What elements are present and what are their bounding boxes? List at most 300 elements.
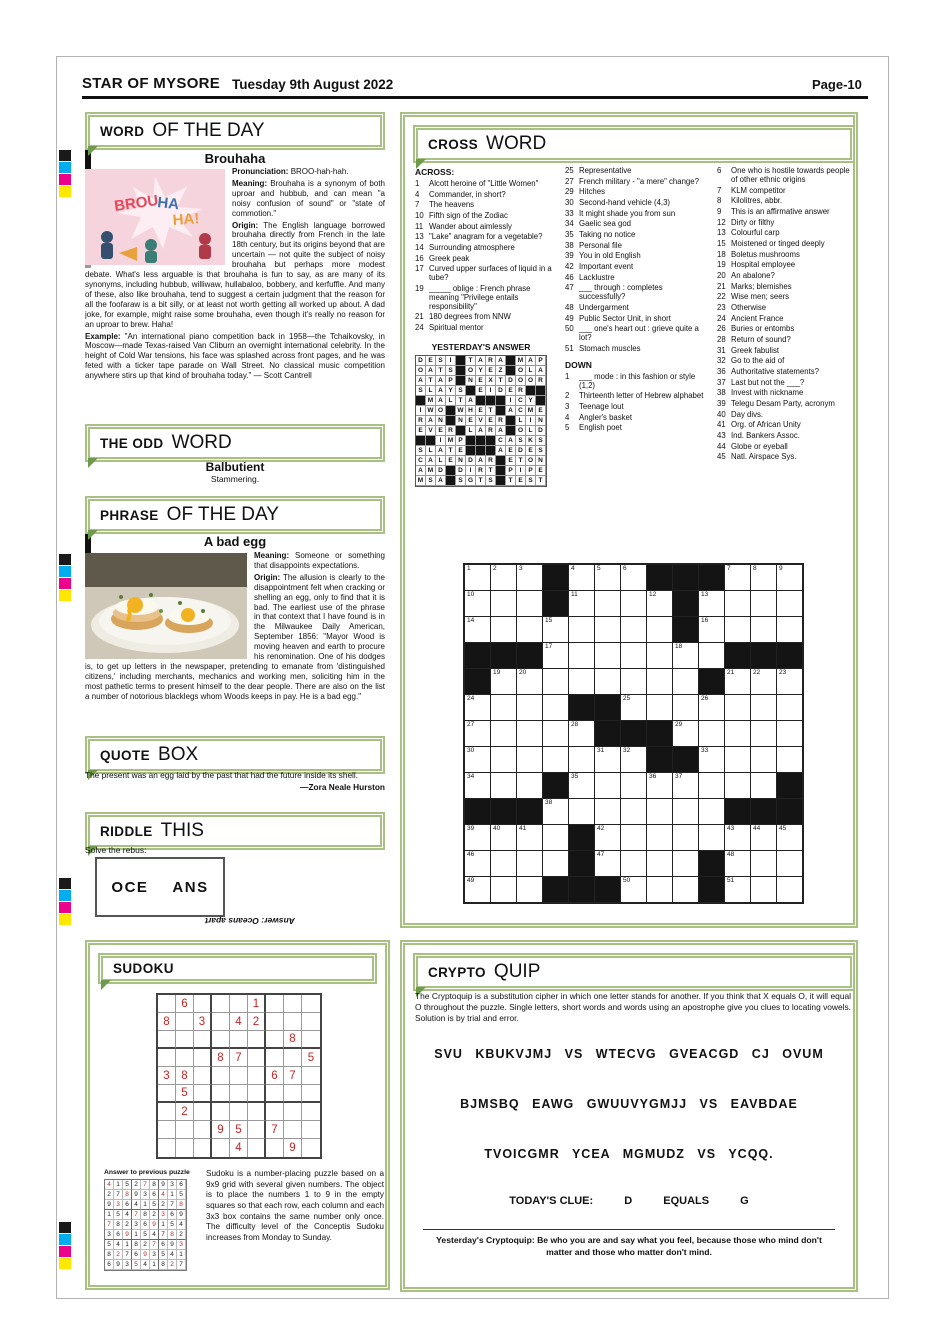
illustration-word-part: BROU — [113, 191, 160, 215]
crossword-cell[interactable] — [777, 591, 802, 616]
crossword-cell[interactable] — [465, 747, 490, 772]
crossword-cell[interactable] — [751, 773, 776, 798]
sudoku-cell[interactable] — [212, 1031, 230, 1049]
answer-grid-letter-cell: T — [466, 356, 476, 366]
crossword-cell[interactable] — [595, 773, 620, 798]
crossword-cell[interactable] — [673, 877, 698, 902]
sudoku-cell[interactable] — [284, 1049, 302, 1067]
crossword-cell[interactable] — [621, 825, 646, 850]
sudoku-cell[interactable] — [302, 1139, 320, 1157]
sudoku-cell[interactable] — [266, 995, 284, 1013]
registration-color-mark — [59, 914, 71, 925]
cell-number: 31 — [597, 747, 605, 754]
brouhaha-illustration — [85, 169, 225, 265]
crossword-clue — [717, 421, 855, 430]
crossword-cell[interactable] — [465, 773, 490, 798]
sudoku-cell[interactable] — [158, 1103, 176, 1121]
crossword-black-cell — [673, 565, 698, 590]
crossword-cell[interactable] — [517, 773, 542, 798]
crossword-cell[interactable] — [647, 799, 672, 824]
crossword-cell[interactable] — [517, 591, 542, 616]
crossword-cell[interactable] — [595, 565, 620, 590]
answer-grid-letter-cell: S — [416, 446, 426, 456]
crossword-cell[interactable] — [725, 825, 750, 850]
sudoku-cell[interactable] — [212, 1067, 230, 1085]
answer-grid-black-cell — [446, 416, 456, 426]
clue-number: 38 — [565, 240, 574, 250]
sudoku-cell[interactable] — [266, 1139, 284, 1157]
sudoku-cell[interactable] — [194, 1049, 212, 1067]
crossword-cell[interactable] — [543, 669, 568, 694]
crossword-cell[interactable] — [595, 851, 620, 876]
answer-grid-black-cell — [536, 396, 546, 406]
sudoku-cell[interactable] — [248, 1139, 266, 1157]
crossword-cell[interactable] — [569, 747, 594, 772]
sudoku-cell[interactable] — [302, 1067, 320, 1085]
answer-grid-letter-cell: I — [506, 396, 516, 406]
crossword-cell[interactable] — [699, 591, 724, 616]
crossword-cell[interactable] — [543, 643, 568, 668]
crossword-cell[interactable] — [647, 643, 672, 668]
crossword-cell[interactable] — [751, 877, 776, 902]
crossword-cell[interactable] — [647, 591, 672, 616]
crossword-cell[interactable] — [491, 591, 516, 616]
crossword-cell[interactable] — [569, 799, 594, 824]
sudoku-cell[interactable] — [266, 1013, 284, 1031]
crossword-cell[interactable] — [647, 617, 672, 642]
crossword-cell[interactable] — [673, 643, 698, 668]
crossword-cell[interactable] — [647, 695, 672, 720]
meaning-label: Meaning: — [232, 178, 268, 188]
sudoku-cell[interactable] — [194, 1121, 212, 1139]
sudoku-cell[interactable]: 9 — [284, 1139, 302, 1157]
crossword-cell[interactable] — [673, 799, 698, 824]
crossword-cell[interactable] — [673, 773, 698, 798]
sudoku-cell[interactable] — [284, 1085, 302, 1103]
crossword-cell[interactable] — [621, 773, 646, 798]
sudoku-cell[interactable] — [212, 1103, 230, 1121]
crossword-cell[interactable] — [569, 565, 594, 590]
sudoku-cell[interactable] — [212, 1013, 230, 1031]
crossword-cell[interactable] — [725, 877, 750, 902]
sudoku-answer-cell: 8 — [132, 1240, 141, 1250]
crossword-cell[interactable] — [647, 825, 672, 850]
crossword-cell[interactable] — [751, 591, 776, 616]
crossword-cell[interactable] — [465, 721, 490, 746]
sudoku-cell[interactable] — [194, 1067, 212, 1085]
sudoku-cell[interactable] — [212, 1085, 230, 1103]
sudoku-cell[interactable] — [230, 1085, 248, 1103]
sudoku-cell[interactable] — [284, 1013, 302, 1031]
crossword-cell[interactable] — [751, 825, 776, 850]
crossword-cell[interactable] — [647, 877, 672, 902]
sudoku-cell[interactable] — [158, 1085, 176, 1103]
crossword-cell[interactable] — [725, 851, 750, 876]
crossword-cell[interactable] — [777, 851, 802, 876]
crossword-cell[interactable] — [777, 617, 802, 642]
clue-number: 33 — [565, 208, 574, 218]
cell-number: 43 — [727, 825, 735, 832]
answer-grid-letter-cell: H — [466, 406, 476, 416]
crossword-black-cell — [595, 877, 620, 902]
crossword-cell[interactable] — [569, 643, 594, 668]
sudoku-cell[interactable]: 8 — [284, 1031, 302, 1049]
crossword-black-cell — [751, 643, 776, 668]
sudoku-answer-cell: 5 — [114, 1210, 123, 1220]
sudoku-cell[interactable]: 5 — [176, 1085, 194, 1103]
sudoku-cell[interactable] — [302, 1031, 320, 1049]
sudoku-cell[interactable] — [248, 1067, 266, 1085]
answer-grid-letter-cell: L — [446, 396, 456, 406]
sudoku-cell[interactable]: 6 — [176, 995, 194, 1013]
crossword-cell[interactable] — [543, 747, 568, 772]
sudoku-cell[interactable] — [176, 1049, 194, 1067]
answer-grid-letter-cell: D — [436, 466, 446, 476]
crossword-cell[interactable] — [491, 851, 516, 876]
crossword-cell[interactable] — [777, 695, 802, 720]
rebus-box — [95, 857, 225, 917]
crossword-cell[interactable] — [699, 643, 724, 668]
crossword-cell[interactable] — [543, 799, 568, 824]
crossword-cell[interactable] — [621, 851, 646, 876]
crossword-cell[interactable] — [673, 825, 698, 850]
sudoku-cell[interactable] — [158, 1049, 176, 1067]
sudoku-cell[interactable] — [248, 1049, 266, 1067]
crossword-cell[interactable] — [777, 721, 802, 746]
crossword-cell[interactable] — [491, 773, 516, 798]
crossword-clue — [717, 336, 855, 345]
sudoku-answer-cell: 3 — [177, 1240, 186, 1250]
sudoku-cell[interactable] — [284, 995, 302, 1013]
clue-text: Org. of African Unity — [731, 420, 801, 430]
sudoku-cell[interactable]: 8 — [176, 1067, 194, 1085]
answer-grid-letter-cell: N — [536, 456, 546, 466]
crossword-cell[interactable] — [777, 669, 802, 694]
sudoku-cell[interactable] — [302, 995, 320, 1013]
sudoku-cell[interactable] — [266, 1049, 284, 1067]
crossword-cell[interactable] — [621, 669, 646, 694]
sudoku-cell[interactable] — [248, 1103, 266, 1121]
crossword-cell[interactable] — [777, 565, 802, 590]
crossword-clue — [717, 167, 855, 185]
crossword-cell[interactable] — [569, 617, 594, 642]
sudoku-cell[interactable]: 4 — [230, 1013, 248, 1031]
phrase-of-the-day-header — [85, 496, 385, 534]
sudoku-cell[interactable] — [194, 1103, 212, 1121]
answer-grid-black-cell — [476, 446, 486, 456]
crossword-cell[interactable] — [465, 851, 490, 876]
sudoku-answer-cell: 1 — [168, 1190, 177, 1200]
crossword-cell[interactable] — [751, 617, 776, 642]
crossword-cell[interactable] — [725, 591, 750, 616]
crossword-cell[interactable] — [699, 773, 724, 798]
sudoku-cell[interactable]: 7 — [284, 1067, 302, 1085]
sudoku-cell[interactable] — [158, 1031, 176, 1049]
crossword-cell[interactable] — [751, 721, 776, 746]
yesterday-answer-label: YESTERDAY'S ANSWER — [431, 341, 531, 352]
crossword-clue — [415, 223, 561, 232]
crossword-cell[interactable] — [647, 851, 672, 876]
crossword-cell[interactable] — [699, 825, 724, 850]
clue-text: Thirteenth letter of Hebrew alphabet — [579, 391, 704, 401]
sudoku-cell[interactable] — [194, 1085, 212, 1103]
sudoku-cell[interactable]: 5 — [302, 1049, 320, 1067]
cell-number: 11 — [571, 591, 578, 598]
sudoku-cell[interactable] — [302, 1013, 320, 1031]
crossword-cell[interactable] — [621, 591, 646, 616]
sudoku-cell[interactable] — [248, 1085, 266, 1103]
crossword-cell[interactable] — [517, 747, 542, 772]
answer-grid-letter-cell: M — [516, 356, 526, 366]
sudoku-cell[interactable] — [158, 995, 176, 1013]
crossword-cell[interactable] — [647, 773, 672, 798]
crossword-cell[interactable] — [491, 669, 516, 694]
clue-text: Surrounding atmosphere — [429, 243, 515, 253]
sudoku-answer-cell: 3 — [123, 1260, 132, 1270]
clue-number: 27 — [565, 176, 574, 186]
sudoku-answer-cell: 6 — [168, 1210, 177, 1220]
crossword-cell[interactable] — [699, 721, 724, 746]
crossword-cell[interactable] — [725, 565, 750, 590]
crossword-cell[interactable] — [491, 747, 516, 772]
crossword-cell[interactable] — [465, 695, 490, 720]
crossword-clue — [565, 403, 711, 412]
answer-grid-letter-cell: N — [466, 376, 476, 386]
header-corner-flag — [101, 980, 111, 990]
sudoku-cell[interactable]: 6 — [266, 1067, 284, 1085]
crossword-cell[interactable] — [595, 799, 620, 824]
crossword-cell[interactable] — [595, 825, 620, 850]
sudoku-cell[interactable]: 8 — [212, 1049, 230, 1067]
sudoku-cell[interactable] — [284, 1121, 302, 1139]
sudoku-cell[interactable] — [230, 995, 248, 1013]
crossword-cell[interactable] — [569, 669, 594, 694]
crossword-cell[interactable] — [491, 695, 516, 720]
sudoku-cell[interactable]: 4 — [230, 1139, 248, 1157]
sudoku-cell[interactable] — [176, 1013, 194, 1031]
clue-number: 43 — [717, 431, 726, 440]
crossword-cell[interactable] — [569, 721, 594, 746]
sudoku-cell[interactable]: 3 — [194, 1013, 212, 1031]
crossword-cell[interactable] — [699, 747, 724, 772]
crossword-cell[interactable] — [517, 877, 542, 902]
answer-grid-black-cell — [426, 436, 436, 446]
sudoku-cell[interactable] — [230, 1067, 248, 1085]
sudoku-cell[interactable]: 3 — [158, 1067, 176, 1085]
crossword-cell[interactable] — [595, 747, 620, 772]
crossword-cell[interactable] — [465, 617, 490, 642]
crossword-cell[interactable] — [621, 877, 646, 902]
crossword-cell[interactable] — [517, 825, 542, 850]
crossword-clue — [717, 389, 855, 398]
answer-grid-letter-cell: V — [426, 426, 436, 436]
crossword-cell[interactable] — [673, 721, 698, 746]
crossword-cell[interactable] — [491, 617, 516, 642]
crossword-cell[interactable] — [595, 643, 620, 668]
sudoku-cell[interactable]: 2 — [248, 1013, 266, 1031]
crossword-cell[interactable] — [543, 695, 568, 720]
sudoku-cell[interactable] — [212, 1139, 230, 1157]
crossword-cell[interactable] — [673, 851, 698, 876]
crossword-cell[interactable] — [621, 643, 646, 668]
sudoku-answer-cell: 6 — [159, 1240, 168, 1250]
crossword-cell[interactable] — [543, 825, 568, 850]
answer-grid-letter-cell: L — [426, 386, 436, 396]
answer-grid-letter-cell: A — [416, 466, 426, 476]
crossword-cell[interactable] — [751, 669, 776, 694]
crossword-cell[interactable] — [725, 747, 750, 772]
crossword-cell[interactable] — [647, 669, 672, 694]
crossword-cell[interactable] — [491, 721, 516, 746]
answer-grid-letter-cell: A — [496, 356, 506, 366]
sudoku-cell[interactable] — [158, 1121, 176, 1139]
crossword-black-cell — [569, 695, 594, 720]
sudoku-answer-cell: 8 — [150, 1180, 159, 1190]
crossword-cell[interactable] — [517, 851, 542, 876]
crossword-cell[interactable] — [621, 747, 646, 772]
crossword-cell[interactable] — [699, 695, 724, 720]
sudoku-answer-cell: 9 — [132, 1190, 141, 1200]
sudoku-answer-cell: 1 — [132, 1230, 141, 1240]
answer-grid-letter-cell: O — [436, 406, 446, 416]
sudoku-cell[interactable] — [248, 1121, 266, 1139]
crossword-cell[interactable] — [725, 773, 750, 798]
answer-grid-letter-cell: R — [486, 426, 496, 436]
sudoku-answer-cell: 4 — [168, 1250, 177, 1260]
crossword-cell[interactable] — [621, 695, 646, 720]
crossword-cell[interactable] — [725, 695, 750, 720]
crossword-cell[interactable] — [699, 617, 724, 642]
crossword-cell[interactable] — [569, 773, 594, 798]
crossword-cell[interactable] — [517, 695, 542, 720]
crossword-cell[interactable] — [751, 565, 776, 590]
crossword-cell[interactable] — [465, 591, 490, 616]
crossword-clue — [415, 265, 561, 283]
sudoku-cell[interactable]: 7 — [230, 1049, 248, 1067]
crossword-cell[interactable] — [751, 851, 776, 876]
sudoku-cell[interactable] — [284, 1103, 302, 1121]
sudoku-cell[interactable]: 5 — [230, 1121, 248, 1139]
crossword-cell[interactable] — [517, 565, 542, 590]
crossword-cell[interactable] — [621, 565, 646, 590]
sudoku-cell[interactable] — [176, 1121, 194, 1139]
crossword-clue — [415, 201, 561, 210]
crossword-cell[interactable] — [777, 747, 802, 772]
crossword-cell[interactable] — [569, 591, 594, 616]
clue-label: TODAY'S CLUE: — [509, 1195, 594, 1207]
clue-text: Greek fabulist — [731, 345, 780, 355]
sudoku-cell[interactable] — [248, 1031, 266, 1049]
sudoku-cell[interactable]: 7 — [266, 1121, 284, 1139]
sudoku-cell[interactable] — [212, 995, 230, 1013]
sudoku-answer-cell: 1 — [105, 1210, 114, 1220]
crossword-cell[interactable] — [673, 695, 698, 720]
sudoku-cell[interactable] — [194, 1031, 212, 1049]
crossword-cell[interactable] — [465, 825, 490, 850]
crossword-cell[interactable] — [725, 669, 750, 694]
sudoku-cell[interactable] — [266, 1085, 284, 1103]
crossword-cell[interactable] — [543, 721, 568, 746]
answer-grid-letter-cell: C — [496, 436, 506, 446]
sudoku-cell[interactable]: 8 — [158, 1013, 176, 1031]
answer-grid-letter-cell: S — [416, 386, 426, 396]
crossword-cell[interactable] — [751, 695, 776, 720]
sudoku-cell[interactable] — [176, 1031, 194, 1049]
crossword-cell[interactable] — [517, 669, 542, 694]
sudoku-cell[interactable] — [302, 1121, 320, 1139]
odd-word-definition: Stammering. — [210, 474, 260, 484]
cell-number: 32 — [623, 747, 631, 754]
crossword-cell[interactable] — [777, 825, 802, 850]
answer-grid-letter-cell: O — [516, 366, 526, 376]
crossword-cell[interactable] — [725, 617, 750, 642]
crossword-black-cell — [465, 669, 490, 694]
crossword-black-cell — [647, 721, 672, 746]
sudoku-cell[interactable] — [266, 1031, 284, 1049]
crossword-cell[interactable] — [465, 877, 490, 902]
crossword-cell[interactable] — [543, 851, 568, 876]
crossword-cell[interactable] — [595, 617, 620, 642]
origin-text: The English language borrowed brouhaha directly from French in the late 18th century, but its origins beyond that are uncertain — not quite the subject of noisy brouhaha but perhaps more modest debate. What's less arguable is that brouhaha is fun to say, as are many of its synonyms, including hubbub, williwaw, hullabaloo, bobbery, and kerfuffle. And many of these, also like brouhaha, tend to suggest a certain judgment that the reason for all the foofaraw is a bit silly, or at least not worth getting all worked up about. A dad joke, for example, might raise some brouhaha, even though it's really no reason for an uproar to brew. Haha! — [85, 220, 385, 329]
crossword-black-cell — [595, 721, 620, 746]
sudoku-cell[interactable] — [176, 1139, 194, 1157]
answer-grid-letter-cell: N — [456, 416, 466, 426]
sudoku-answer-cell: 3 — [132, 1220, 141, 1230]
crossword-cell[interactable] — [621, 617, 646, 642]
answer-grid-letter-cell: A — [506, 406, 516, 416]
crossword-cell[interactable] — [491, 877, 516, 902]
sudoku-cell[interactable] — [230, 1031, 248, 1049]
crossword-cell[interactable] — [673, 669, 698, 694]
answer-grid-letter-cell: P — [526, 466, 536, 476]
sudoku-cell[interactable] — [302, 1103, 320, 1121]
crossword-cell[interactable] — [751, 747, 776, 772]
sudoku-cell[interactable] — [230, 1103, 248, 1121]
sudoku-cell[interactable] — [302, 1085, 320, 1103]
cell-number: 1 — [467, 565, 471, 572]
example-label: Example: — [85, 331, 121, 341]
crossword-cell[interactable] — [725, 721, 750, 746]
sudoku-cell[interactable] — [266, 1103, 284, 1121]
crossword-cell[interactable] — [621, 799, 646, 824]
crossword-cell[interactable] — [595, 591, 620, 616]
answer-grid-letter-cell: S — [486, 476, 496, 486]
crossword-cell[interactable] — [491, 825, 516, 850]
sudoku-cell[interactable] — [194, 995, 212, 1013]
sudoku-cell[interactable]: 2 — [176, 1103, 194, 1121]
sudoku-cell[interactable] — [194, 1139, 212, 1157]
crossword-cell[interactable] — [777, 877, 802, 902]
sudoku-cell[interactable]: 9 — [212, 1121, 230, 1139]
cell-number: 38 — [545, 799, 553, 806]
crossword-cell[interactable] — [491, 565, 516, 590]
crossword-cell[interactable] — [543, 617, 568, 642]
sudoku-answer-cell: 2 — [177, 1230, 186, 1240]
crossword-clue — [717, 219, 855, 228]
crossword-cell[interactable] — [595, 669, 620, 694]
sudoku-answer-cell: 5 — [177, 1190, 186, 1200]
clue-text: Wander about aimlessly — [429, 221, 512, 231]
sudoku-cell[interactable]: 1 — [248, 995, 266, 1013]
clue-text: Curved upper surfaces of liquid in a tube? — [429, 264, 552, 283]
crossword-cell[interactable] — [517, 617, 542, 642]
crossword-cell[interactable] — [517, 721, 542, 746]
clue-number: 34 — [565, 219, 574, 229]
sudoku-cell[interactable] — [158, 1139, 176, 1157]
phrase-of-the-day-body — [85, 551, 385, 732]
crossword-cell[interactable] — [465, 565, 490, 590]
crossword-cell[interactable] — [699, 799, 724, 824]
